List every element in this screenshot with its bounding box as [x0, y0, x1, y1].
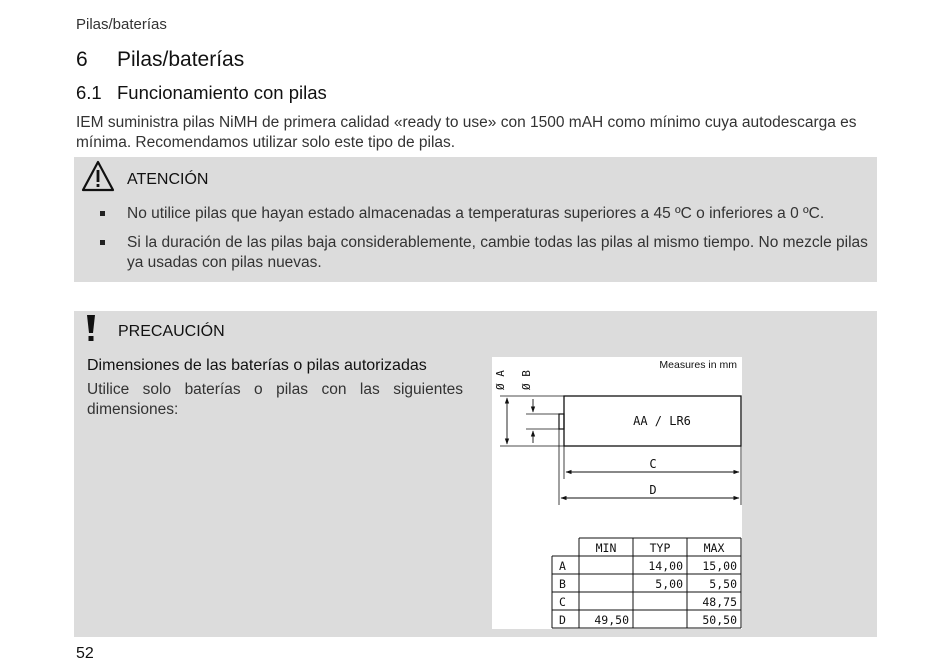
- exclamation-icon: [85, 315, 97, 343]
- intro-paragraph: IEM suministra pilas NiMH de primera calidad «ready to use» con 1500 mAH como mínimo cuya autodescarga es mínima. Recomendamos utilizar solo este tipo de pilas.: [76, 114, 857, 151]
- table-header-cell: MIN: [595, 541, 617, 555]
- battery-dimension-diagram: [492, 357, 742, 629]
- section-heading: [76, 48, 244, 72]
- table-row-label: B: [559, 577, 566, 591]
- battery-label: AA / LR6: [633, 414, 691, 428]
- section-title: Pilas/baterías: [117, 48, 245, 71]
- subsection-heading: [76, 82, 327, 104]
- table-row-label: C: [559, 595, 566, 609]
- list-item: [100, 233, 875, 273]
- table-cell: 5,00: [655, 577, 683, 591]
- table-cell: 50,50: [702, 613, 737, 627]
- table-cell: 5,50: [709, 577, 737, 591]
- warning-triangle-icon: [81, 160, 115, 192]
- label-a: Ø A: [494, 370, 507, 390]
- subsection-title: Funcionamiento con pilas: [117, 82, 327, 103]
- table-cell: 15,00: [702, 559, 737, 573]
- bullet-icon: [100, 211, 105, 216]
- battery-drawing: [492, 357, 742, 629]
- table-cell: 48,75: [702, 595, 737, 609]
- units-note: Measures in mm: [659, 359, 737, 371]
- dimension-c-label: C: [649, 457, 657, 471]
- table-row-label: D: [559, 613, 566, 627]
- dimensions-table: [552, 538, 741, 628]
- list-item: [100, 204, 875, 224]
- page-number: 52: [76, 645, 94, 662]
- table-row-label: A: [559, 559, 566, 573]
- list-item-text: No utilice pilas que hayan estado almacenadas a temperaturas superiores a 45 ºC o inferiores a 0 ºC.: [127, 205, 825, 222]
- section-number: 6: [76, 48, 88, 71]
- caution-subtitle: Dimensiones de las baterías o pilas autorizadas: [87, 357, 427, 374]
- dimension-d-label: D: [649, 483, 657, 497]
- list-item-text: Si la duración de las pilas baja considerablemente, cambie todas las pilas al mismo tiempo. No mezcle pilas ya usadas con pilas nuevas.: [127, 234, 868, 271]
- caution-title: PRECAUCIÓN: [118, 323, 225, 340]
- label-b: Ø B: [520, 370, 533, 390]
- attention-title: ATENCIÓN: [127, 171, 209, 188]
- table-header-cell: TYP: [649, 541, 671, 555]
- running-header: Pilas/baterías: [76, 16, 167, 33]
- subsection-number: 6.1: [76, 82, 102, 103]
- table-header-cell: MAX: [703, 541, 725, 555]
- caution-text: Utilice solo baterías o pilas con las siguientes dimensiones:: [87, 381, 463, 418]
- bullet-icon: [100, 240, 105, 245]
- battery-terminal: [559, 414, 564, 429]
- table-cell: 14,00: [648, 559, 683, 573]
- attention-list: [100, 204, 875, 282]
- table-cell: 49,50: [594, 613, 629, 627]
